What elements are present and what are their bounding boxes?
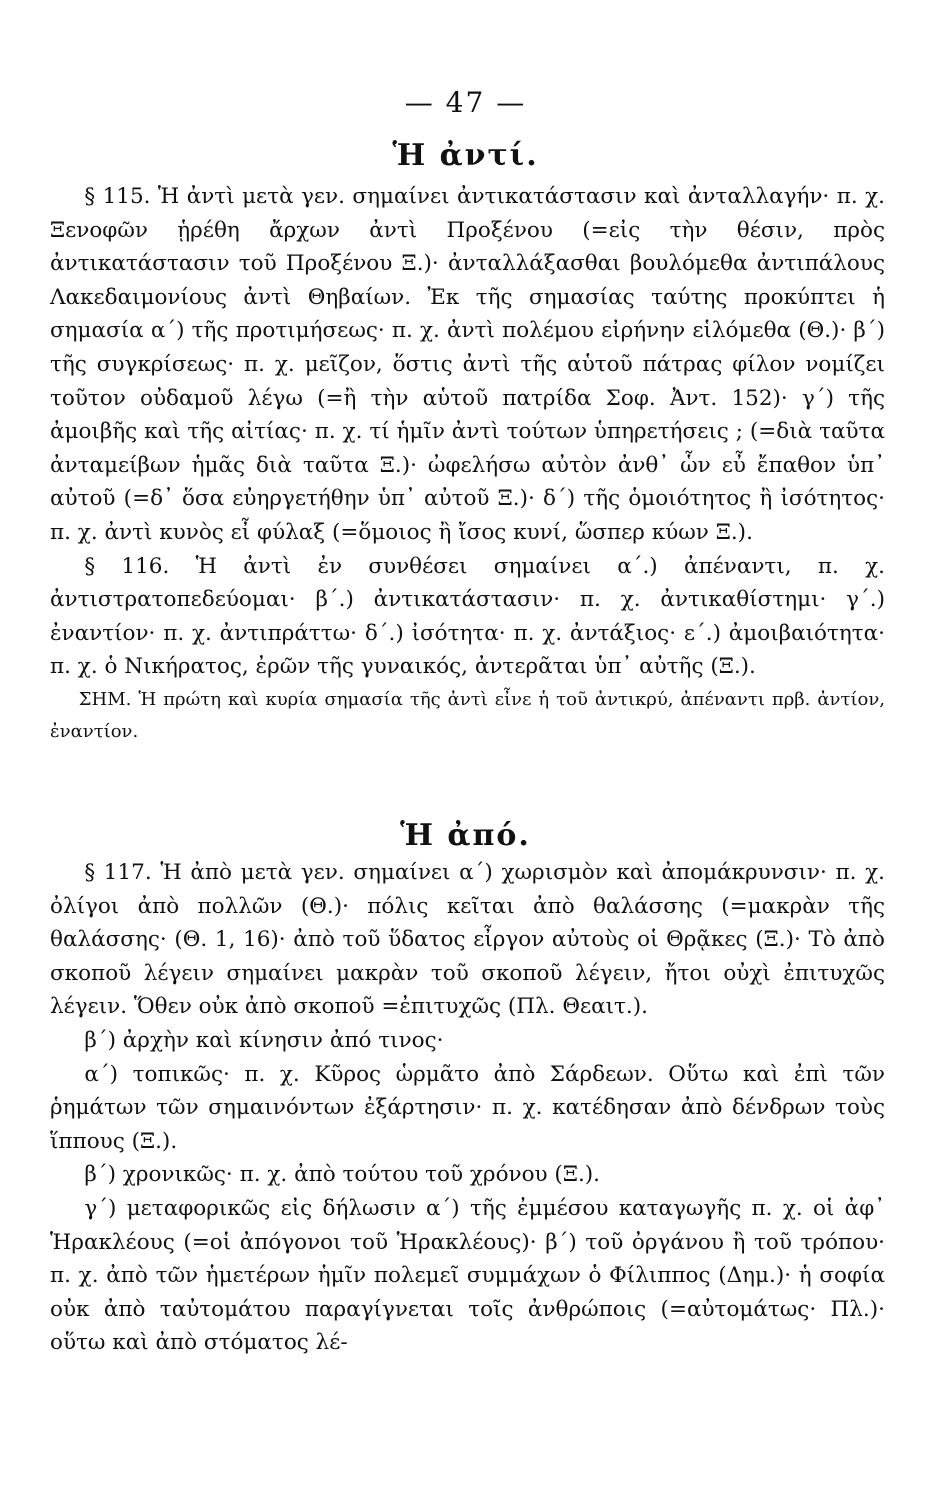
paragraph-115: § 115. Ἡ ἀντὶ μετὰ γεν. σημαίνει ἀντικατάστασιν καὶ ἀνταλλαγήν· π. χ. Ξενοφῶν ᾑρέθη ἄρχων ἀντὶ Προξένου (=εἰς τὴν θέσιν, πρὸς ἀντικατάστασιν τοῦ Προξένου Ξ.)· ἀνταλλάξασθαι βουλόμεθα ἀντιπάλους Λακεδαιμονίους ἀντὶ Θηβαίων. Ἐκ τῆς σημασίας ταύτης προκύπτει ἡ σημασία α΄) τῆς προτιμήσεως· π. χ. ἀντὶ πολέμου εἰρήνην εἱλόμεθα (Θ.)· β΄) τῆς συγκρίσεως· π. χ. μεῖζον, ὅστις ἀντὶ τῆς αὑτοῦ πάτρας φίλον νομίζει τοῦτον οὐδαμοῦ λέγω (=ἢ τὴν αὑτοῦ πατρίδα Σοφ. Ἀντ. 152)· γ΄) τῆς ἀμοιβῆς καὶ τῆς αἰτίας· π. χ. τί ἡμῖν ἀντὶ τούτων ὑπηρετήσεις ; (=διὰ ταῦτα ἀνταμείβων ἡμᾶς διὰ ταῦτα Ξ.)· ὠφελήσω αὐτὸν ἀνθ᾿ ὧν εὖ ἔπαθον ὑπ᾿ αὐτοῦ (=δ᾿ ὅσα εὐηργετήθην ὑπ᾿ αὐτοῦ Ξ.)· δ΄) τῆς ὁμοιότητος ἢ ἰσότητος· π. χ. ἀντὶ κυνὸς εἶ φύλαξ (=ὅμοιος ἢ ἴσος κυνί, ὥσπερ κύων Ξ.). bbox=[50, 184, 885, 545]
paragraph-apo-temporal: β΄) χρονικῶς· π. χ. ἀπὸ τούτου τοῦ χρόνου (Ξ.). bbox=[84, 1162, 601, 1188]
section-heading-apo: Ἡ ἀπό. bbox=[400, 818, 531, 853]
section-body-anti bbox=[50, 180, 885, 748]
paragraph-apo-metaphorical: γ΄) μεταφορικῶς εἰς δήλωσιν α΄) τῆς ἐμμέσου καταγωγῆς π. χ. οἱ ἀφ᾿ Ἡρακλέους (=οἱ ἀπόγονοι τοῦ Ἡρακλέους)· β΄) τοῦ ὀργάνου ἢ τοῦ τρόπου· π. χ. ἀπὸ τῶν ἡμετέρων ἡμῖν πολεμεῖ συμμάχων ὁ Φίλιππος (Δημ.)· ἡ σοφία οὐκ ἀπὸ ταὐτομάτου παραγίγνεται τοῖς ἀνθρώποις (=αὐτομάτως· Πλ.)· οὕτω καὶ ἀπὸ στόματος λέ- bbox=[50, 1195, 885, 1356]
section-heading-anti: Ἡ ἀντί. bbox=[392, 138, 539, 173]
footnote-sim: ΣΗΜ. Ἡ πρώτη καὶ κυρία σημασία τῆς ἀντὶ εἶνε ἡ τοῦ ἀντικρύ, ἀπέναντι πρβ. ἀντίον, ἐναντίον. bbox=[50, 688, 885, 742]
paragraph-117: § 117. Ἡ ἀπὸ μετὰ γεν. σημαίνει α΄) χωρισμὸν καὶ ἀπομάκρυνσιν· π. χ. ὀλίγοι ἀπὸ πολλῶν (Θ.)· πόλις κεῖται ἀπὸ θαλάσσης (=μακρὰν τῆς θαλάσσης· (Θ. 1, 16)· ἀπὸ τοῦ ὕδατος εἶργον αὐτοὺς οἱ Θρᾷκες (Ξ.)· Τὸ ἀπὸ σκοποῦ λέγειν σημαίνει μακρὰν τοῦ σκοποῦ λέγειν, ἤτοι οὐχὶ ἐπιτυχῶς λέγειν. Ὅθεν οὐκ ἀπὸ σκοποῦ =ἐπιτυχῶς (Πλ. Θεαιτ.). bbox=[50, 860, 885, 1020]
page-number: — 47 — bbox=[404, 86, 527, 119]
paragraph-apo-local: α΄) τοπικῶς· π. χ. Κῦρος ὡρμᾶτο ἀπὸ Σάρδεων. Οὕτω καὶ ἐπὶ τῶν ῥημάτων τῶν σημαινόντων ἐξάρτησιν· π. χ. κατέδησαν ἀπὸ δένδρων τοὺς ἵππους (Ξ.). bbox=[50, 1061, 885, 1154]
paragraph-apo-beta: β΄) ἀρχὴν καὶ κίνησιν ἀπό τινος· bbox=[84, 1027, 444, 1053]
paragraph-116: § 116. Ἡ ἀντὶ ἐν συνθέσει σημαίνει α΄.) ἀπέναντι, π. χ. ἀντιστρατοπεδεύομαι· β΄.) ἀντικατάστασιν· π. χ. ἀντικαθίστημι· γ΄.) ἐναντίον· π. χ. ἀντιπράττω· δ΄.) ἰσότητα· π. χ. ἀντάξιος· ε΄.) ἀμοιβαιότητα· π. χ. ὁ Νικήρατος, ἐρῶν τῆς γυναικός, ἀντερᾶται ὑπ᾿ αὐτῆς (Ξ.). bbox=[50, 553, 885, 680]
section-body-apo bbox=[50, 856, 885, 1360]
